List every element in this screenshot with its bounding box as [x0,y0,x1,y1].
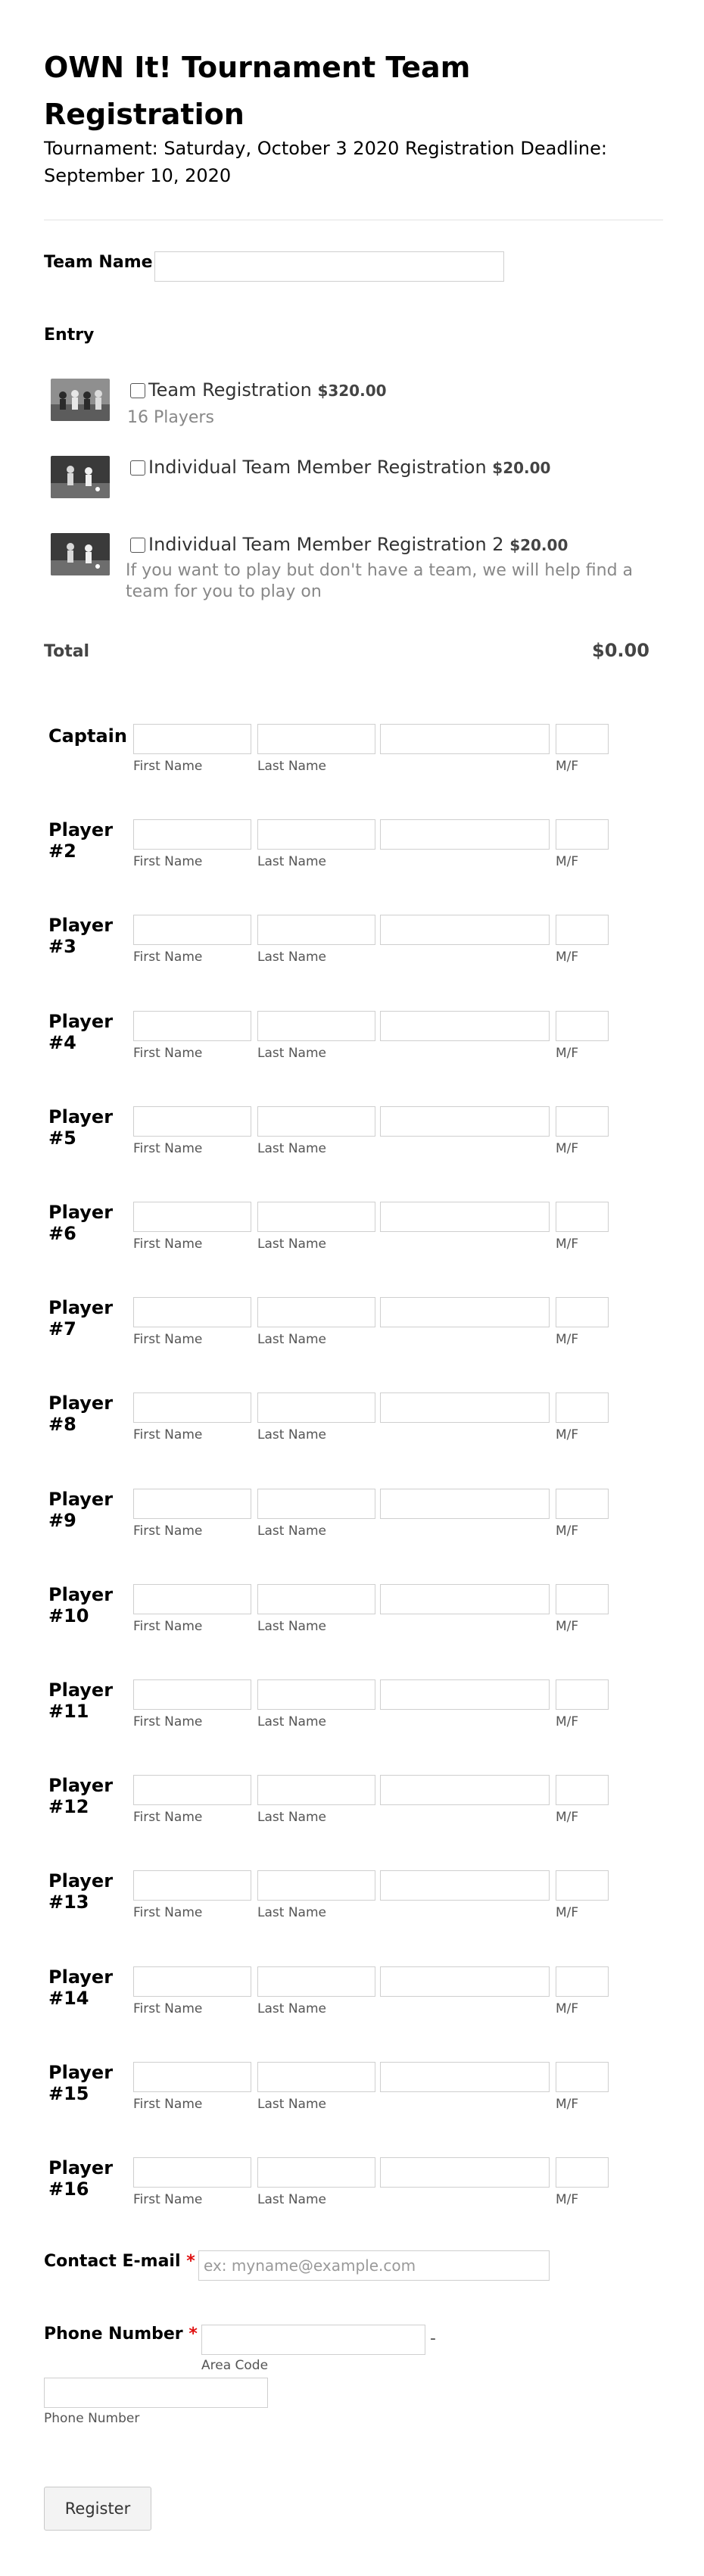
gender-input[interactable] [556,1489,609,1519]
player-row [0,1297,704,1358]
last-name-sublabel: Last Name [257,1714,326,1729]
form-title: OWN It! Tournament Team Registration [44,51,471,131]
last-name-input[interactable] [257,1775,375,1805]
last-name-input[interactable] [257,1011,375,1041]
player-row [0,1392,704,1453]
player-label: Player #16 [48,2157,114,2200]
area-code-input[interactable] [201,2325,425,2355]
phone-number-sublabel: Phone Number [44,2411,140,2426]
player-row [0,1202,704,1262]
individual-registration-product-image [51,456,110,498]
last-name-sublabel: Last Name [257,950,326,965]
total-amount: $0.00 [592,640,649,661]
last-name-sublabel: Last Name [257,1905,326,1920]
product-price: $20.00 [492,459,551,477]
first-name-sublabel: First Name [133,1427,203,1442]
player-row [0,1489,704,1549]
player-label: Player #9 [48,1489,114,1531]
gender-input[interactable] [556,1297,609,1327]
gender-sublabel: M/F [556,854,579,869]
gender-sublabel: M/F [556,950,579,965]
team-registration-checkbox[interactable] [130,383,145,398]
gender-sublabel: M/F [556,1810,579,1825]
product-name: Team Registration [148,379,312,401]
last-name-sublabel: Last Name [257,1523,326,1539]
last-name-sublabel: Last Name [257,2097,326,2112]
phone-number-input[interactable] [44,2378,268,2408]
first-name-input[interactable] [133,1870,251,1901]
player-row [0,1106,704,1167]
player-row [0,2062,704,2122]
gender-input[interactable] [556,1775,609,1805]
player-extra-input[interactable] [380,2157,550,2188]
gender-input[interactable] [556,1392,609,1423]
individual-registration-2-option[interactable] [148,533,568,557]
individual-registration-2-checkbox[interactable] [130,538,145,553]
player-extra-input[interactable] [380,1489,550,1519]
gender-sublabel: M/F [556,2097,579,2112]
gender-sublabel: M/F [556,1332,579,1347]
last-name-sublabel: Last Name [257,759,326,774]
player-row [0,1011,704,1071]
product-description: If you want to play but don't have a team, we will help find a team for you to play on [126,561,634,601]
product-description: 16 Players [127,408,214,427]
product-name: Individual Team Member Registration [148,457,487,478]
last-name-sublabel: Last Name [257,2001,326,2016]
player-extra-input[interactable] [380,1392,550,1423]
player-label: Player #10 [48,1584,114,1626]
gender-sublabel: M/F [556,1046,579,1061]
player-extra-input[interactable] [380,1870,550,1901]
first-name-sublabel: First Name [133,1141,203,1156]
phone-number-label-text: Phone Number [44,2325,183,2344]
team-registration-option[interactable] [148,379,387,402]
player-extra-input[interactable] [380,1584,550,1614]
product-price: $320.00 [317,382,387,400]
first-name-input[interactable] [133,915,251,945]
gender-sublabel: M/F [556,1905,579,1920]
gender-input[interactable] [556,1106,609,1137]
team-name-input[interactable] [154,251,504,282]
first-name-sublabel: First Name [133,1332,203,1347]
player-label: Player #3 [48,915,114,957]
player-label: Captain [48,725,127,747]
gender-sublabel: M/F [556,2192,579,2207]
first-name-sublabel: First Name [133,1905,203,1920]
gender-sublabel: M/F [556,2001,579,2016]
gender-input[interactable] [556,1870,609,1901]
last-name-input[interactable] [257,1489,375,1519]
entry-label: Entry [44,326,95,345]
first-name-input[interactable] [133,1679,251,1710]
first-name-input[interactable] [133,1011,251,1041]
player-label: Player #8 [48,1392,114,1435]
first-name-sublabel: First Name [133,2192,203,2207]
last-name-sublabel: Last Name [257,1332,326,1347]
gender-sublabel: M/F [556,1619,579,1634]
player-row [0,1870,704,1931]
first-name-input[interactable] [133,2062,251,2092]
last-name-sublabel: Last Name [257,1810,326,1825]
player-row [0,1775,704,1835]
individual-registration-option[interactable] [148,456,550,479]
player-extra-input[interactable] [380,1679,550,1710]
player-extra-input[interactable] [380,2062,550,2092]
last-name-input[interactable] [257,915,375,945]
first-name-input[interactable] [133,1584,251,1614]
first-name-sublabel: First Name [133,1046,203,1061]
team-name-label: Team Name [44,253,153,272]
last-name-input[interactable] [257,2062,375,2092]
last-name-sublabel: Last Name [257,1427,326,1442]
player-label: Player #11 [48,1679,114,1722]
last-name-input[interactable] [257,1966,375,1997]
form-subtitle: Tournament: Saturday, October 3 2020 Registration Deadline: September 10, 2020 [44,138,607,186]
first-name-input[interactable] [133,1775,251,1805]
player-row [0,915,704,975]
last-name-input[interactable] [257,1297,375,1327]
gender-input[interactable] [556,819,609,850]
first-name-sublabel: First Name [133,1714,203,1729]
first-name-input[interactable] [133,1106,251,1137]
register-button[interactable]: Register [44,2487,151,2531]
player-extra-input[interactable] [380,1966,550,1997]
gender-input[interactable] [556,1966,609,1997]
individual-registration-2-product-image [51,533,110,575]
first-name-input[interactable] [133,1392,251,1423]
first-name-input[interactable] [133,2157,251,2188]
player-extra-input[interactable] [380,915,550,945]
player-label: Player #6 [48,1202,114,1244]
total-label: Total [44,642,90,661]
player-label: Player #13 [48,1870,114,1913]
required-mark: * [186,2252,195,2271]
player-label: Player #12 [48,1775,114,1817]
phone-number-label [44,2323,198,2346]
gender-sublabel: M/F [556,1714,579,1729]
product-name: Individual Team Member Registration 2 [148,534,504,555]
first-name-input[interactable] [133,1297,251,1327]
last-name-input[interactable] [257,1392,375,1423]
individual-registration-checkbox[interactable] [130,460,145,476]
last-name-input[interactable] [257,1584,375,1614]
player-label: Player #4 [48,1011,114,1053]
player-label: Player #14 [48,1966,114,2009]
player-row [0,2157,704,2218]
player-row [0,724,704,784]
last-name-sublabel: Last Name [257,1237,326,1252]
last-name-input[interactable] [257,1679,375,1710]
phone-separator: - [430,2329,436,2348]
contact-email-input[interactable] [198,2250,550,2281]
first-name-sublabel: First Name [133,1523,203,1539]
last-name-input[interactable] [257,2157,375,2188]
first-name-sublabel: First Name [133,759,203,774]
last-name-input[interactable] [257,724,375,754]
first-name-sublabel: First Name [133,1237,203,1252]
player-extra-input[interactable] [380,1297,550,1327]
required-mark: * [188,2325,198,2344]
first-name-sublabel: First Name [133,950,203,965]
team-registration-product-image [51,379,110,421]
first-name-sublabel: First Name [133,2097,203,2112]
first-name-input[interactable] [133,724,251,754]
gender-sublabel: M/F [556,1523,579,1539]
contact-email-label-text: Contact E-mail [44,2252,181,2271]
first-name-input[interactable] [133,1489,251,1519]
last-name-sublabel: Last Name [257,1619,326,1634]
area-code-sublabel: Area Code [201,2358,269,2373]
player-extra-input[interactable] [380,1202,550,1232]
first-name-input[interactable] [133,1202,251,1232]
gender-input[interactable] [556,2062,609,2092]
gender-input[interactable] [556,724,609,754]
gender-sublabel: M/F [556,1237,579,1252]
player-row [0,1966,704,2027]
player-row [0,1584,704,1645]
gender-sublabel: M/F [556,759,579,774]
gender-input[interactable] [556,1202,609,1232]
last-name-sublabel: Last Name [257,2192,326,2207]
product-price: $20.00 [509,536,568,554]
player-label: Player #5 [48,1106,114,1149]
gender-input[interactable] [556,1584,609,1614]
last-name-input[interactable] [257,1870,375,1901]
gender-input[interactable] [556,1011,609,1041]
first-name-input[interactable] [133,1966,251,1997]
player-label: Player #15 [48,2062,114,2104]
player-row [0,819,704,880]
player-extra-input[interactable] [380,1106,550,1137]
last-name-sublabel: Last Name [257,854,326,869]
gender-input[interactable] [556,915,609,945]
player-label: Player #2 [48,819,114,862]
gender-input[interactable] [556,2157,609,2188]
player-extra-input[interactable] [380,1011,550,1041]
first-name-sublabel: First Name [133,2001,203,2016]
last-name-input[interactable] [257,819,375,850]
last-name-input[interactable] [257,1106,375,1137]
first-name-sublabel: First Name [133,854,203,869]
player-label: Player #7 [48,1297,114,1339]
gender-sublabel: M/F [556,1141,579,1156]
first-name-sublabel: First Name [133,1619,203,1634]
gender-sublabel: M/F [556,1427,579,1442]
player-extra-input[interactable] [380,1775,550,1805]
gender-input[interactable] [556,1679,609,1710]
first-name-input[interactable] [133,819,251,850]
last-name-input[interactable] [257,1202,375,1232]
contact-email-label [44,2250,195,2273]
first-name-sublabel: First Name [133,1810,203,1825]
last-name-sublabel: Last Name [257,1046,326,1061]
player-extra-input[interactable] [380,819,550,850]
last-name-sublabel: Last Name [257,1141,326,1156]
player-row [0,1679,704,1740]
player-extra-input[interactable] [380,724,550,754]
